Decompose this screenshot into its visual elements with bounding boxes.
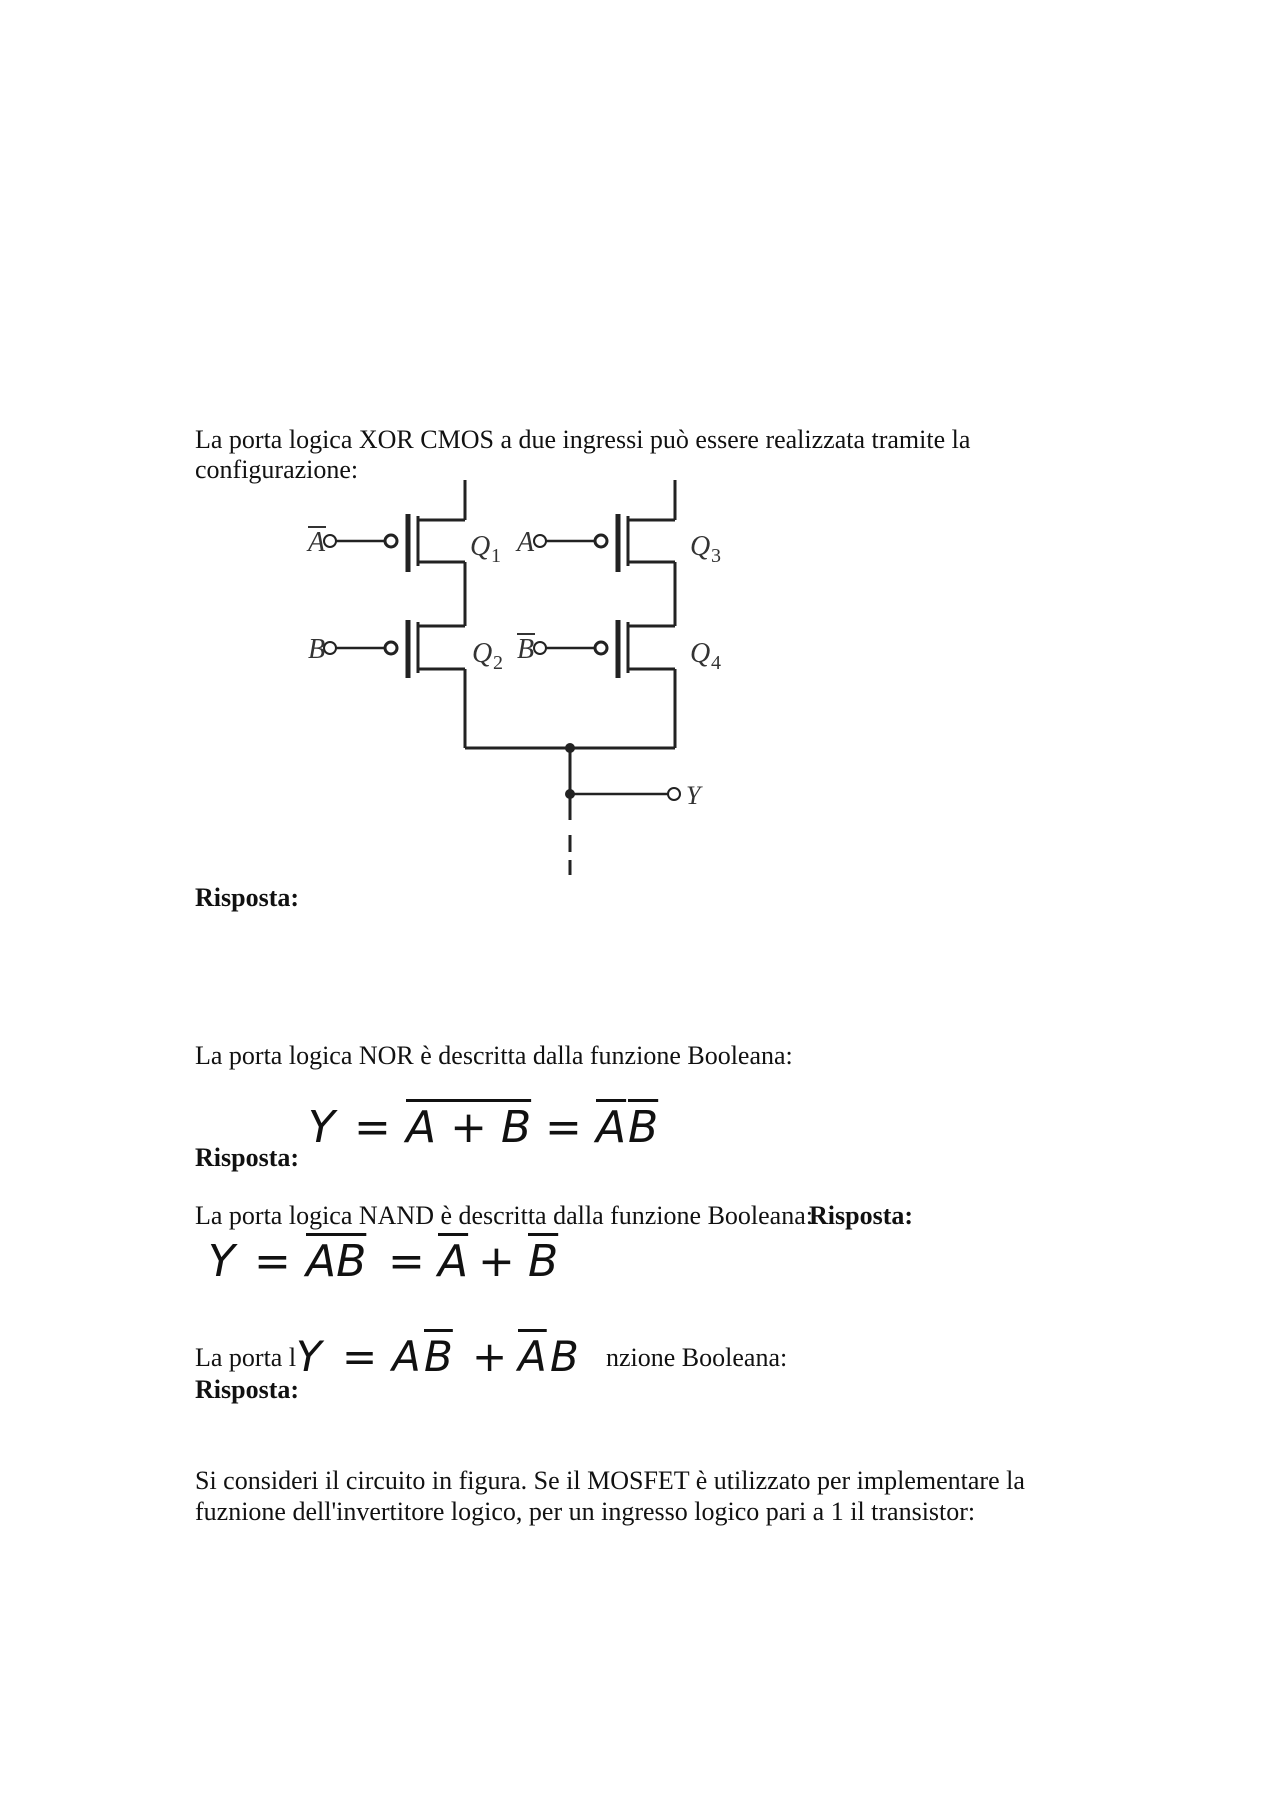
- label-q3: Q: [690, 531, 711, 562]
- q2-question: La porta logica NOR è descritta dalla funzione Booleana:: [195, 1041, 793, 1070]
- nand-eq2: =: [388, 1236, 425, 1287]
- q1-gate-bubble: [385, 535, 397, 547]
- nor-y: Y: [308, 1102, 335, 1153]
- nand-a: $\overline{A}$: [438, 1236, 469, 1287]
- label-q3-sub: 3: [711, 545, 721, 567]
- abar-terminal: [324, 535, 336, 547]
- q5-text-line1: Si consideri il circuito in figura. Se il MOSFET è utilizzato per implementare la: [195, 1466, 1025, 1495]
- label-q1: Q: [470, 531, 491, 562]
- nor-b: $\overline{B}$: [628, 1102, 659, 1153]
- bbar-terminal: [534, 642, 546, 654]
- q2-gate-bubble: [385, 642, 397, 654]
- q4-gate-bubble: [595, 642, 607, 654]
- xor-formula: [296, 1332, 596, 1390]
- xor-y: Y: [296, 1332, 322, 1381]
- nor-overline-term: A + B: [406, 1102, 532, 1153]
- nand-b: $\overline{B}$: [528, 1236, 559, 1287]
- label-abar: A: [308, 527, 326, 558]
- label-q2-sub: 2: [493, 652, 503, 674]
- label-q2: Q: [472, 638, 493, 669]
- nand-eq1: =: [254, 1236, 291, 1287]
- q3-answer-label: Risposta:: [809, 1201, 914, 1230]
- xor-b1-bar: $\overline{B}$: [424, 1332, 453, 1381]
- xor-plus: +: [472, 1332, 508, 1381]
- q1-text-line2: configurazione:: [195, 455, 359, 484]
- q1-text-line1: La porta logica XOR CMOS a due ingressi può essere realizzata tramite la: [195, 425, 971, 454]
- q5-text-line2: fuznione dell'invertitore logico, per un ingresso logico pari a 1 il transistor:: [195, 1497, 976, 1526]
- q2-answer-label: Risposta:: [195, 1143, 300, 1172]
- junction-dot-top: [565, 743, 575, 753]
- xor-b2: B: [550, 1332, 579, 1381]
- q3-question: La porta logica NAND è descritta dalla funzione Booleana:: [195, 1201, 813, 1230]
- xor-a2-bar: $\overline{A}$: [518, 1332, 547, 1381]
- b-terminal: [324, 642, 336, 654]
- q3-gate-bubble: [595, 535, 607, 547]
- y-terminal: [668, 788, 680, 800]
- nor-a: $\overline{A}$: [596, 1102, 627, 1153]
- xor-eq: =: [342, 1332, 378, 1381]
- nand-plus: +: [478, 1236, 515, 1287]
- q4-question-left: La porta l: [195, 1343, 297, 1372]
- xor-cmos-circuit: [290, 480, 750, 905]
- label-b: B: [308, 634, 326, 665]
- a-terminal: [534, 535, 546, 547]
- nand-formula: [208, 1236, 578, 1296]
- label-y: Y: [686, 781, 701, 810]
- label-q1-sub: 1: [491, 545, 501, 567]
- q1-answer-label: Risposta:: [195, 883, 300, 912]
- nand-y: Y: [208, 1236, 235, 1287]
- label-q4: Q: [690, 638, 711, 669]
- label-a: A: [517, 527, 535, 558]
- q4-question-right: nzione Booleana:: [606, 1343, 788, 1372]
- label-bbar: B: [517, 634, 535, 665]
- q4-answer-label: Risposta:: [195, 1375, 300, 1404]
- nor-eq2: =: [545, 1102, 582, 1153]
- nand-overline-term: $\overline{AB}$: [306, 1236, 367, 1287]
- nor-eq1: =: [354, 1102, 391, 1153]
- nor-formula: [308, 1102, 678, 1162]
- label-q4-sub: 4: [711, 652, 721, 674]
- junction-dot-output: [565, 789, 575, 799]
- xor-a1: A: [392, 1332, 421, 1381]
